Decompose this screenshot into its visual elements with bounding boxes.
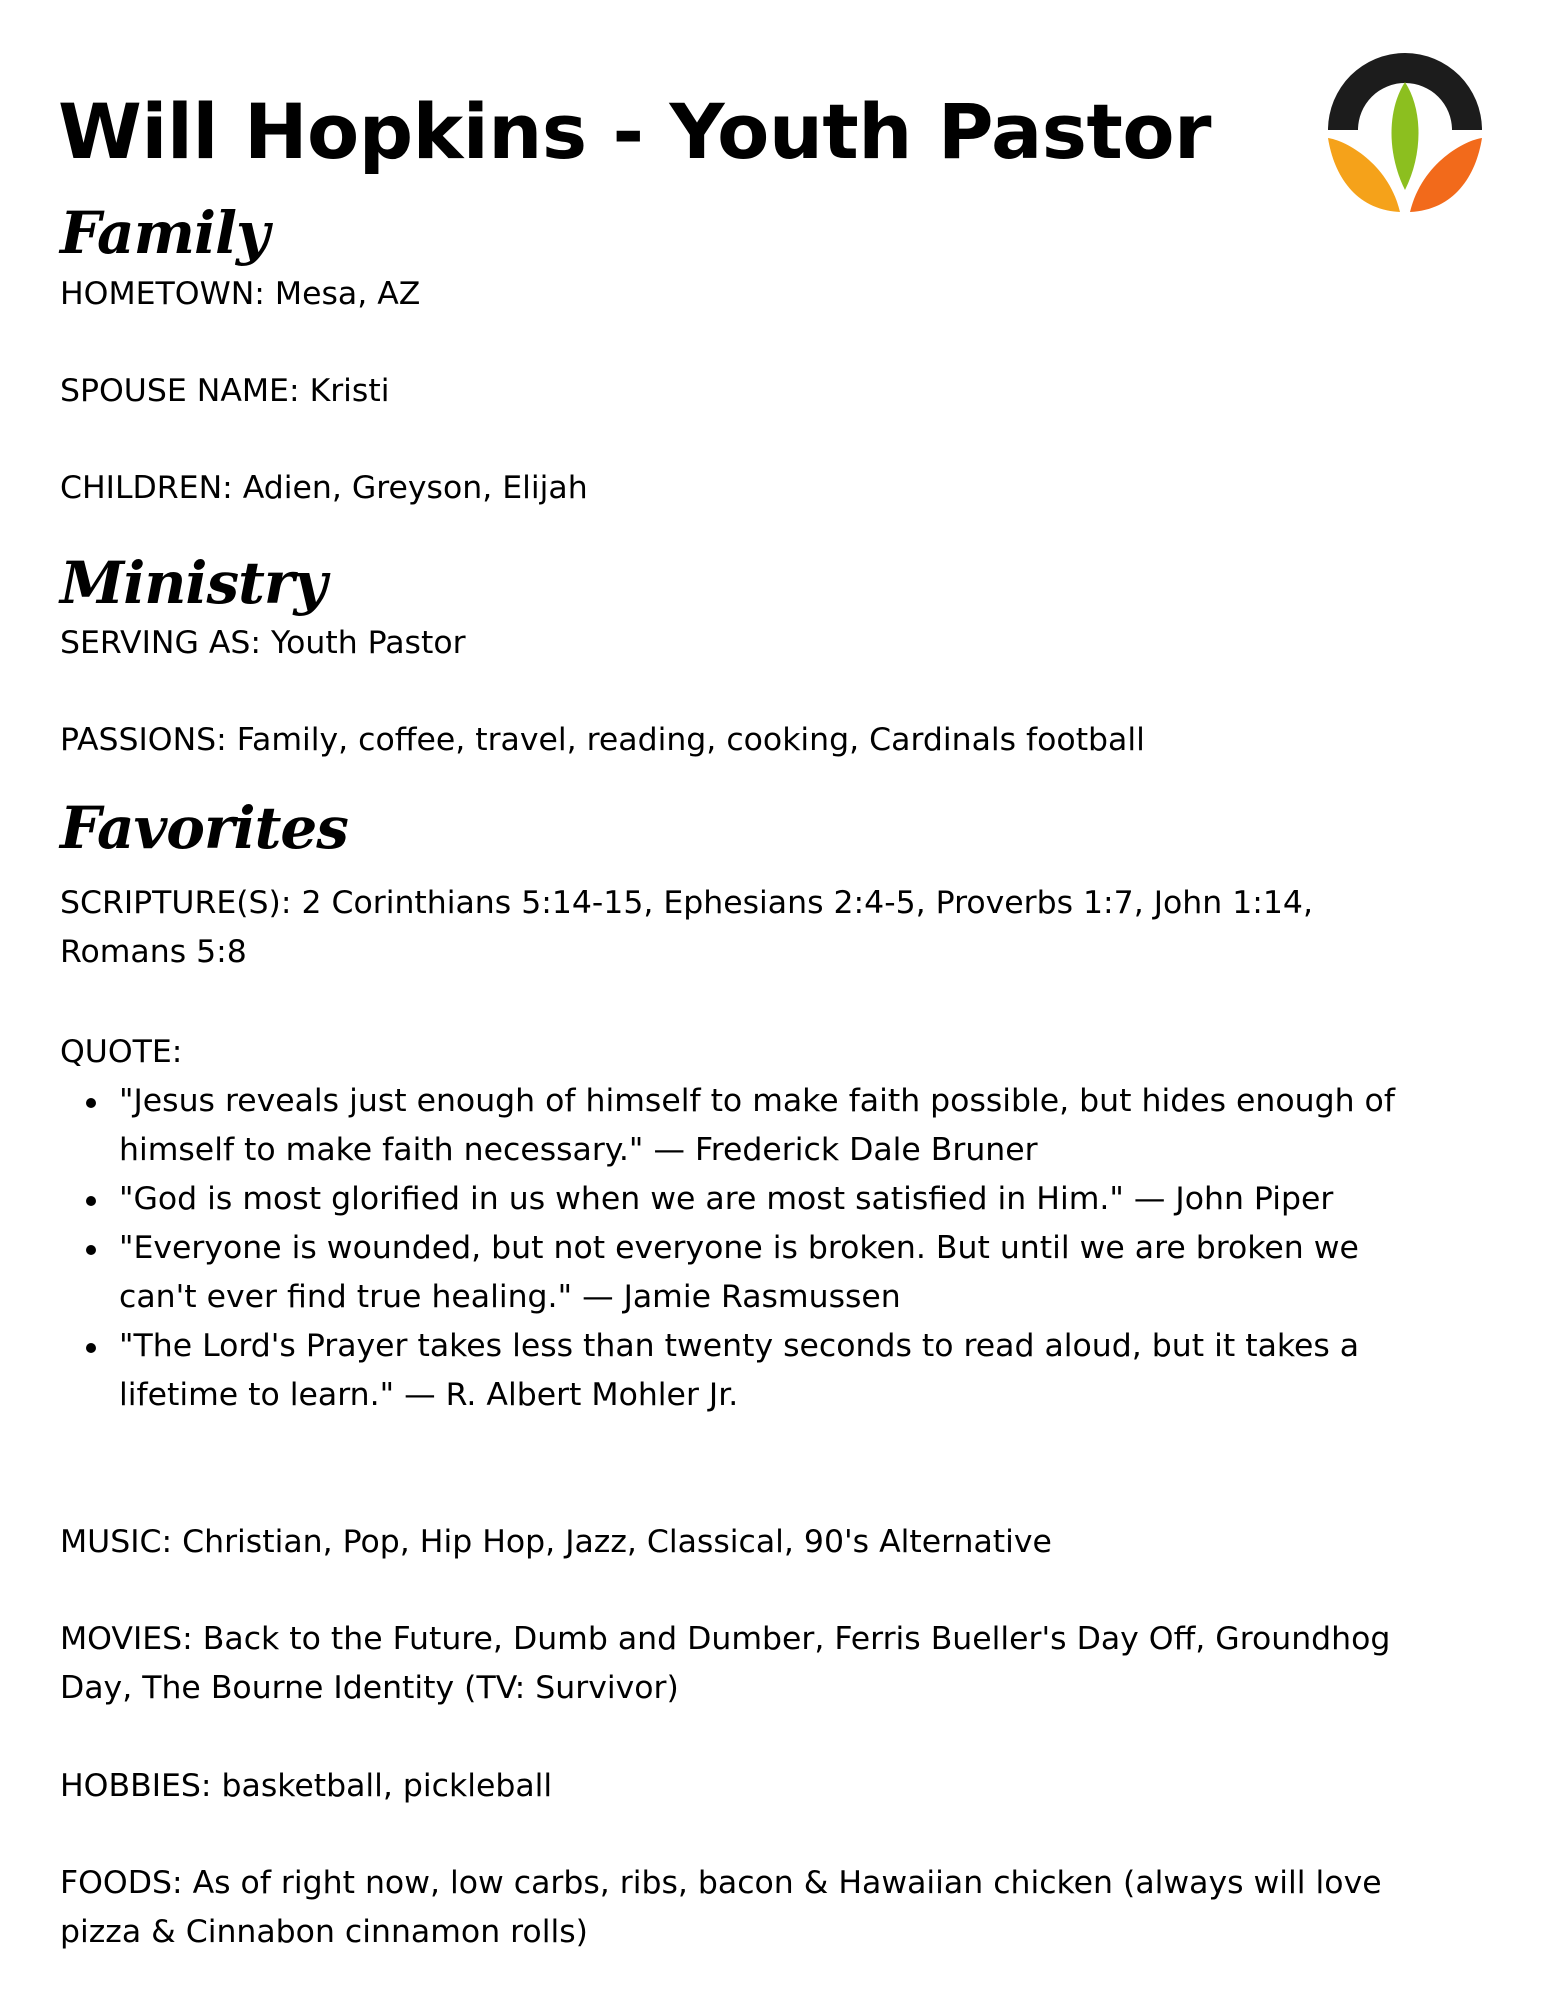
logo-leaf-left: [1328, 138, 1400, 212]
page-title: Will Hopkins - Youth Pastor: [58, 87, 1212, 176]
spouse-line: SPOUSE NAME: Kristi: [60, 373, 390, 409]
music-line: MUSIC: Christian, Pop, Hip Hop, Jazz, Classical, 90's Alternative: [60, 1524, 1052, 1560]
quote-text: "Everyone is wounded, but not everyone is broken. But until we are broken we can't ever find true healing." — Jamie Rasmussen: [119, 1230, 1359, 1315]
section-heading-family: Family: [60, 199, 269, 267]
logo-leaf-center: [1392, 82, 1419, 190]
movies-line: MOVIES: Back to the Future, Dumb and Dumber, Ferris Bueller's Day Off, Groundhog Day, The Bourne Identity (TV: Survivor): [60, 1621, 1391, 1706]
passions-line: PASSIONS: Family, coffee, travel, reading, cooking, Cardinals football: [60, 722, 1145, 758]
church-sprout-logo: [1318, 42, 1492, 224]
hobbies-line: HOBBIES: basketball, pickleball: [60, 1768, 553, 1804]
bullet-icon: [86, 1245, 96, 1255]
bullet-icon: [86, 1098, 96, 1108]
scriptures-line: SCRIPTURE(S): 2 Corinthians 5:14-15, Ephesians 2:4-5, Proverbs 1:7, John 1:14, Romans 5:8: [60, 885, 1313, 970]
quote-text: "God is most glorified in us when we are most satisfied in Him." — John Piper: [119, 1181, 1334, 1217]
quote-label: QUOTE:: [60, 1034, 183, 1070]
foods-line: FOODS: As of right now, low carbs, ribs, bacon & Hawaiian chicken (always will love pizza & Cinnabon cinnamon rolls): [60, 1865, 1382, 1950]
quote-text: "The Lord's Prayer takes less than twenty seconds to read aloud, but it takes a lifetime to learn." — R. Albert Mohler Jr.: [119, 1328, 1360, 1413]
logo-leaf-right: [1410, 138, 1482, 212]
bullet-icon: [86, 1343, 96, 1353]
quote-list: [60, 1077, 1400, 1420]
bullet-icon: [86, 1196, 96, 1206]
section-heading-favorites: Favorites: [60, 794, 348, 862]
hometown-line: HOMETOWN: Mesa, AZ: [60, 276, 421, 312]
quote-item: [60, 1175, 1400, 1224]
section-heading-ministry: Ministry: [60, 549, 327, 617]
children-line: CHILDREN: Adien, Greyson, Elijah: [60, 470, 588, 506]
serving-as-line: SERVING AS: Youth Pastor: [60, 625, 466, 661]
quote-item: [60, 1224, 1400, 1322]
quote-item: [60, 1077, 1400, 1175]
quote-item: [60, 1322, 1400, 1420]
quote-text: "Jesus reveals just enough of himself to make faith possible, but hides enough of himself to make faith necessary." — Frederick Dale Bruner: [119, 1083, 1395, 1168]
